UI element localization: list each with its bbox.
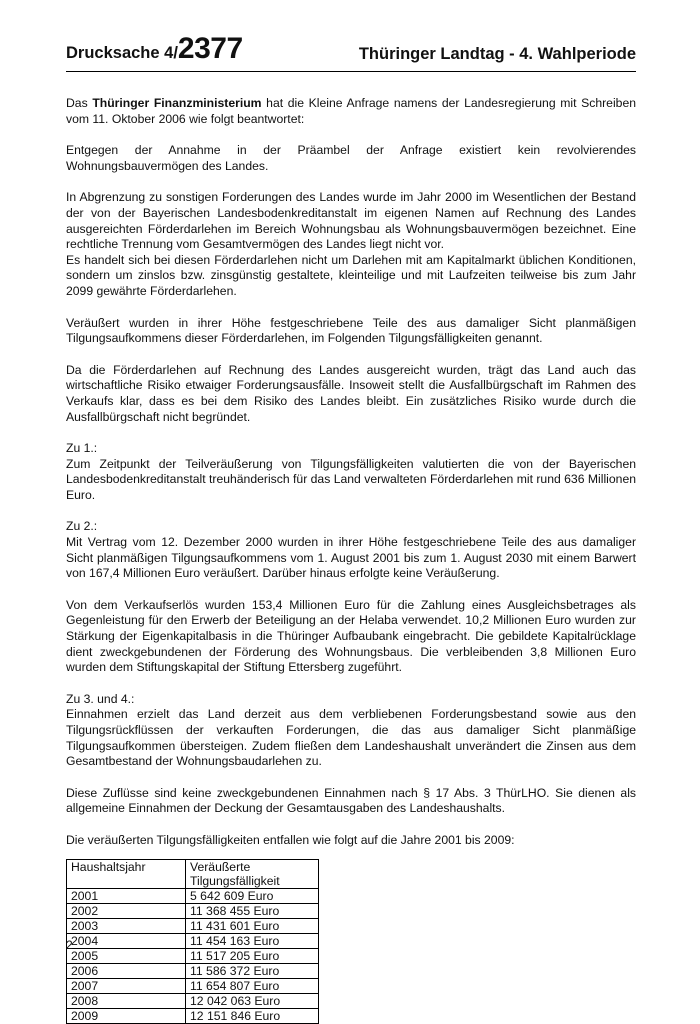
row-amount: 11 586 372 Euro: [186, 963, 319, 978]
row-amount: 11 454 163 Euro: [186, 933, 319, 948]
landtag-title: Thüringer Landtag - 4. Wahlperiode: [358, 45, 636, 63]
answer-2-label: Zu 2.:: [66, 519, 98, 534]
row-amount: 11 654 807 Euro: [186, 978, 319, 993]
paragraph-1: Entgegen der Annahme in der Präambel der Anfrage existiert kein revolvierendes Wohnungsbauvermögen des Landes.: [66, 143, 636, 173]
row-amount: 12 042 063 Euro: [186, 993, 319, 1008]
table-row: [67, 918, 319, 933]
ministry-name: Thüringer Finanzministerium: [92, 96, 262, 110]
paragraph-6: Diese Zuflüsse sind keine zweckgebundenen Einnahmen nach § 17 Abs. 3 ThürLHO. Sie dienen als allgemeine Einnahmen der Deckung der Gesamtausgaben des Landeshaushalts.: [66, 785, 636, 816]
intro-post: hat die Kleine Anfrage namens der Landesregierung mit Schreiben vom 11. Oktober 2006 wie folgt beantwortet:: [66, 96, 637, 126]
table-row: [67, 948, 319, 963]
document-body: [66, 96, 636, 1024]
table-header-row: [67, 859, 319, 888]
row-year: 2001: [67, 888, 186, 903]
row-year: 2008: [67, 993, 186, 1008]
table-row: [67, 1008, 319, 1023]
header-amount-line1: Veräußerte: [190, 859, 251, 874]
table-row: [67, 963, 319, 978]
page-header: [66, 30, 636, 70]
header-rule: [66, 71, 636, 72]
row-year: 2002: [67, 903, 186, 918]
intro-paragraph: [66, 96, 636, 127]
intro-pre: Das: [66, 96, 93, 110]
table-row: [67, 933, 319, 948]
table-row: [67, 978, 319, 993]
paragraph-3: Veräußert wurden in ihrer Höhe festgeschriebene Teile des aus damaliger Sicht planmäßigen Tilgungsaufkommens dieser Förderdarlehen, im Folgenden Tilgungsfälligkeiten genannt.: [66, 315, 636, 346]
drucksache-num: 2377: [177, 32, 243, 65]
row-year: 2006: [67, 963, 186, 978]
paragraph-5: Von dem Verkaufserlös wurden 153,4 Millionen Euro für die Zahlung eines Ausgleichsbetrages als Gegenleistung für den Erwerb der Beteiligung an der Helaba verwendet. 10,2 Millionen Euro wurden zur Stärkung der Eigenkapitalbasis in die Thüringer Aufbaubank eingebracht. Die gebildete Kapitalrücklage dient zweckgebundenen der Förderung des Wohnungsbaus. Die verbleibenden 3,8 Millionen Euro wurden dem Stiftungskapital der Stiftung Ettersberg zugeführt.: [66, 597, 636, 675]
row-year: 2003: [67, 918, 186, 933]
answer-3-4-text: Einnahmen erzielt das Land derzeit aus dem verbliebenen Forderungsbestand sowie aus den Tilgungsrückflüssen der verkauften Forderungen, die das aus damaliger Sicht planmäßige Tilgungsaufkommen übersteigen. Zudem fließen dem Landeshaushalt unverändert die Zinsen aus dem Gesamtbestand der Wohnungsbaudarlehen zu.: [66, 707, 636, 769]
header-amount: [186, 859, 319, 888]
row-amount: 5 642 609 Euro: [186, 888, 319, 903]
row-year: 2007: [67, 978, 186, 993]
paragraph-2a: In Abgrenzung zu sonstigen Forderungen des Landes wurde im Jahr 2000 im Wesentlichen der Bestand der von der Bayerischen Landesbodenkreditanstalt im eigenen Namen auf Rechnung des Landes ausgereichten Förderdarlehen im Bereich Wohnungsbau als Wohnungsbauvermögen bezeichnet. Eine rechtliche Trennung vom Gesamtvermögen des Landes liegt nicht vor.: [66, 190, 636, 252]
table-row: [67, 888, 319, 903]
answer-1-text: Zum Zeitpunkt der Teilveräußerung von Tilgungsfälligkeiten valutierten die von der Bayerischen Landesbodenkreditanstalt treuhänderisch für das Land verwalteten Förderdarlehen mit rund 636 Millionen Euro.: [66, 456, 636, 502]
table-row: [67, 993, 319, 1008]
drucksache-prefix: Drucksache 4/: [66, 44, 178, 62]
table-row: [67, 903, 319, 918]
drucksache-number: [66, 34, 243, 64]
row-year: 2004: [67, 933, 186, 948]
paragraph-4: Da die Förderdarlehen auf Rechnung des Landes ausgereicht wurden, trägt das Land auch das wirtschaftliche Risiko etwaiger Forderungsausfälle. Insoweit stellt die Ausfallbürgschaft im Rahmen des Verkaufs klar, dass es bei dem Risiko des Landes bleibt. Ein zusätzliches Risiko wurde durch die Ausfallbürgschaft nicht begründet.: [66, 362, 636, 424]
answer-1-label: Zu 1.:: [66, 441, 98, 456]
tilgung-table: [66, 859, 319, 1024]
header-year: Haushaltsjahr: [67, 859, 186, 888]
row-year: 2005: [67, 948, 186, 963]
paragraph-7: Die veräußerten Tilgungsfälligkeiten entfallen wie folgt auf die Jahre 2001 bis 2009:: [66, 832, 515, 847]
row-amount: 11 517 205 Euro: [186, 948, 319, 963]
paragraph-2b: Es handelt sich bei diesen Förderdarlehen nicht um Darlehen mit am Kapitalmarkt üblichen Konditionen, sondern um zinslos bzw. zinsgünstig gestaltete, kleinteilige und mit Laufzeiten teilweise bis zum Jahr 2099 gewährte Förderdarlehen.: [66, 252, 636, 298]
row-amount: 11 368 455 Euro: [186, 903, 319, 918]
header-amount-line2: Tilgungsfälligkeit: [190, 873, 280, 888]
row-year: 2009: [67, 1008, 186, 1023]
row-amount: 12 151 846 Euro: [186, 1008, 319, 1023]
answer-2-text: Mit Vertrag vom 12. Dezember 2000 wurden in ihrer Höhe festgeschriebene Teile des aus damaliger Sicht planmäßigen Tilgungsaufkommens vom 1. August 2001 bis zum 1. August 2030 mit einem Barwert von 167,4 Millionen Euro veräußert. Darüber hinaus erfolgte keine Veräußerung.: [66, 535, 636, 581]
answer-3-4-label: Zu 3. und 4.:: [66, 691, 135, 706]
page-number: 2: [66, 938, 73, 952]
row-amount: 11 431 601 Euro: [186, 918, 319, 933]
